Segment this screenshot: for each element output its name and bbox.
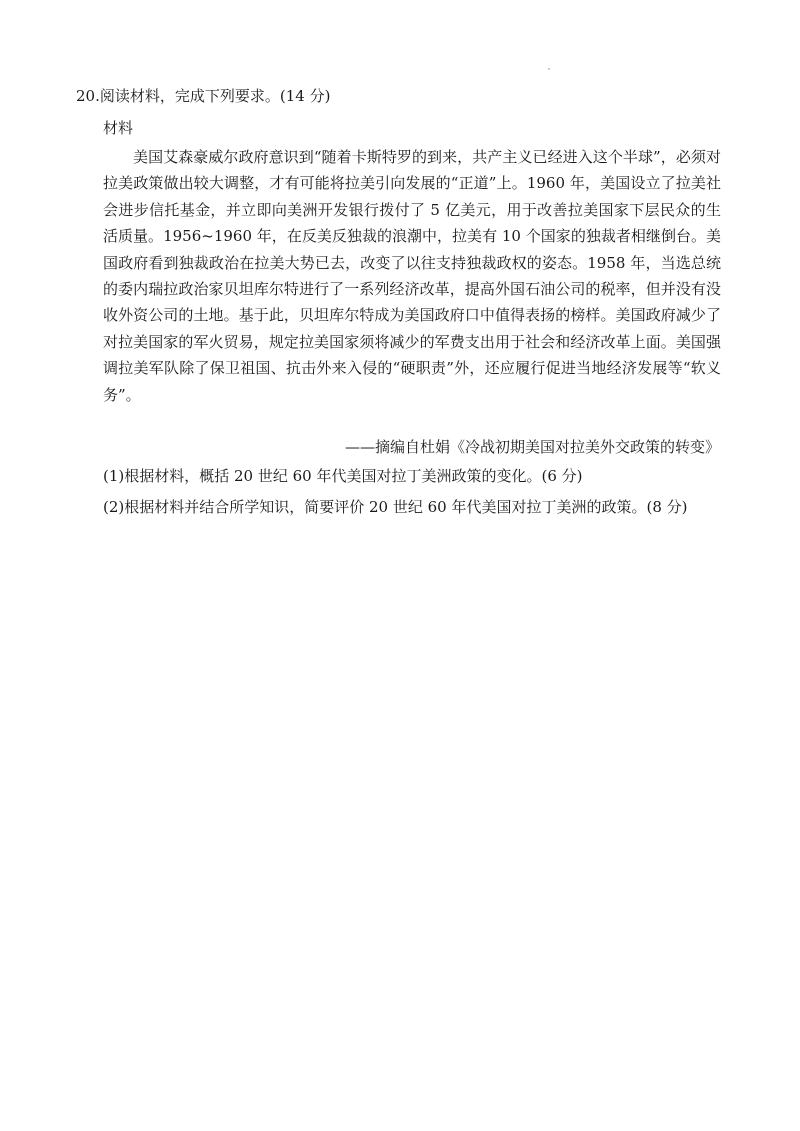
material-label: 材料 (103, 119, 134, 137)
question-title: 20.阅读材料，完成下列要求。(14 分) (76, 87, 331, 105)
material-source: ——摘编自杜娟《冷战初期美国对拉美外交政策的转变》 (344, 438, 720, 456)
sub-question-2: (2)根据材料并结合所学知识，简要评价 20 世纪 60 年代美国对拉丁美洲的政策。(8 分) (103, 498, 688, 516)
material-body: 美国艾森豪威尔政府意识到“随着卡斯特罗的到来，共产主义已经进入这个半球”，必须对拉美政策做出较大调整，才有可能将拉美引向发展的“正道”上。1960 年，美国设立了拉美社会进步信托基金，并立即向美洲开发银行拨付了 5 亿美元，用于改善拉美国家下层民众的生活质量。1956~1960 年，在反美反独裁的浪潮中，拉美有 10 个国家的独裁者相继倒台。美国政府看到独裁政治在拉美大势已去，改变了以往支持独裁政权的姿态。1958 年，当选总统的委内瑞拉政治家贝坦库尔特进行了一系列经济改革，提高外国石油公司的税率，但并没有没收外资公司的土地。基于此，贝坦库尔特成为美国政府口中值得表扬的榜样。美国政府减少了对拉美国家的军火贸易，规定拉美国家须将减少的军费支出用于社会和经济改革上面。美国强调拉美军队除了保卫祖国、抗击外来入侵的“硬职责”外，还应履行促进当地经济发展等“软义务”。 (103, 148, 721, 404)
sub-question-1: (1)根据材料，概括 20 世纪 60 年代美国对拉丁美洲政策的变化。(6 分) (103, 467, 583, 485)
scan-speck (548, 68, 550, 70)
